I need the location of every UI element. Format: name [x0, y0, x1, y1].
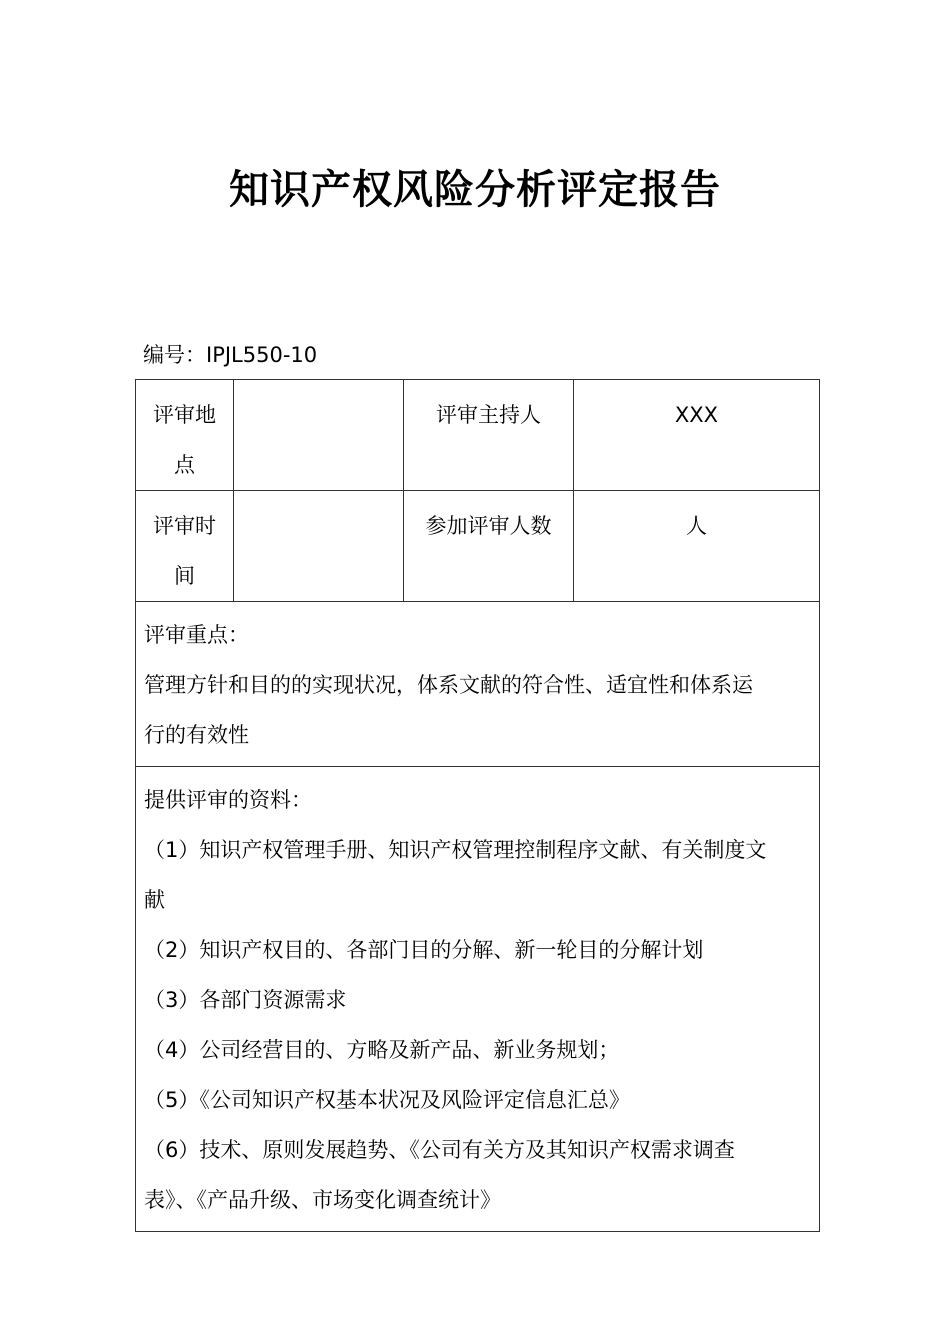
location-label-line2: 点 [174, 453, 195, 477]
material-item-2: （2）知识产权目的、各部门目的分解、新一轮目的分解计划 [144, 938, 704, 962]
review-focus-text-line2: 行的有效性 [144, 723, 249, 747]
material-item-6-line1: （6）技术、原则发展趋势、《公司有关方及其知识产权需求调查 [144, 1138, 735, 1162]
material-item-5: （5）《公司知识产权基本状况及风险评定信息汇总》 [144, 1088, 630, 1112]
location-value-cell [234, 380, 404, 491]
review-focus-text-line1: 管理方针和目的的实现状况，体系文献的符合性、适宜性和体系运 [144, 673, 753, 697]
review-focus-cell [136, 602, 820, 767]
time-label-cell [136, 491, 234, 602]
material-item-4: （4）公司经营目的、方略及新产品、新业务规划； [144, 1038, 620, 1062]
host-label-cell: 评审主持人 [404, 380, 574, 491]
location-label-line1: 评审地 [153, 403, 216, 427]
material-item-1-line2: 献 [144, 888, 165, 912]
review-materials-cell [136, 767, 820, 1232]
material-item-3: （3）各部门资源需求 [144, 988, 347, 1012]
review-table [135, 379, 820, 1232]
material-item-6-line2: 表》、《产品升级、市场变化调查统计》 [144, 1188, 501, 1212]
participant-count-label-cell: 参加评审人数 [404, 491, 574, 602]
document-number: 编号：IPJL550-10 [143, 343, 318, 367]
table-row-time [136, 491, 820, 602]
material-item-1-line1: （1）知识产权管理手册、知识产权管理控制程序文献、有关制度文 [144, 838, 767, 862]
time-label-line2: 间 [174, 564, 195, 588]
table-row-location [136, 380, 820, 491]
report-title: 知识产权风险分析评定报告 [229, 167, 721, 213]
review-materials-heading: 提供评审的资料： [144, 788, 312, 812]
table-row-focus [136, 602, 820, 767]
participant-count-value-cell: 人 [574, 491, 820, 602]
host-value-cell: XXX [574, 380, 820, 491]
time-label-line1: 评审时 [153, 514, 216, 538]
review-focus-heading: 评审重点： [144, 623, 249, 647]
time-value-cell [234, 491, 404, 602]
location-label-cell [136, 380, 234, 491]
table-row-materials [136, 767, 820, 1232]
